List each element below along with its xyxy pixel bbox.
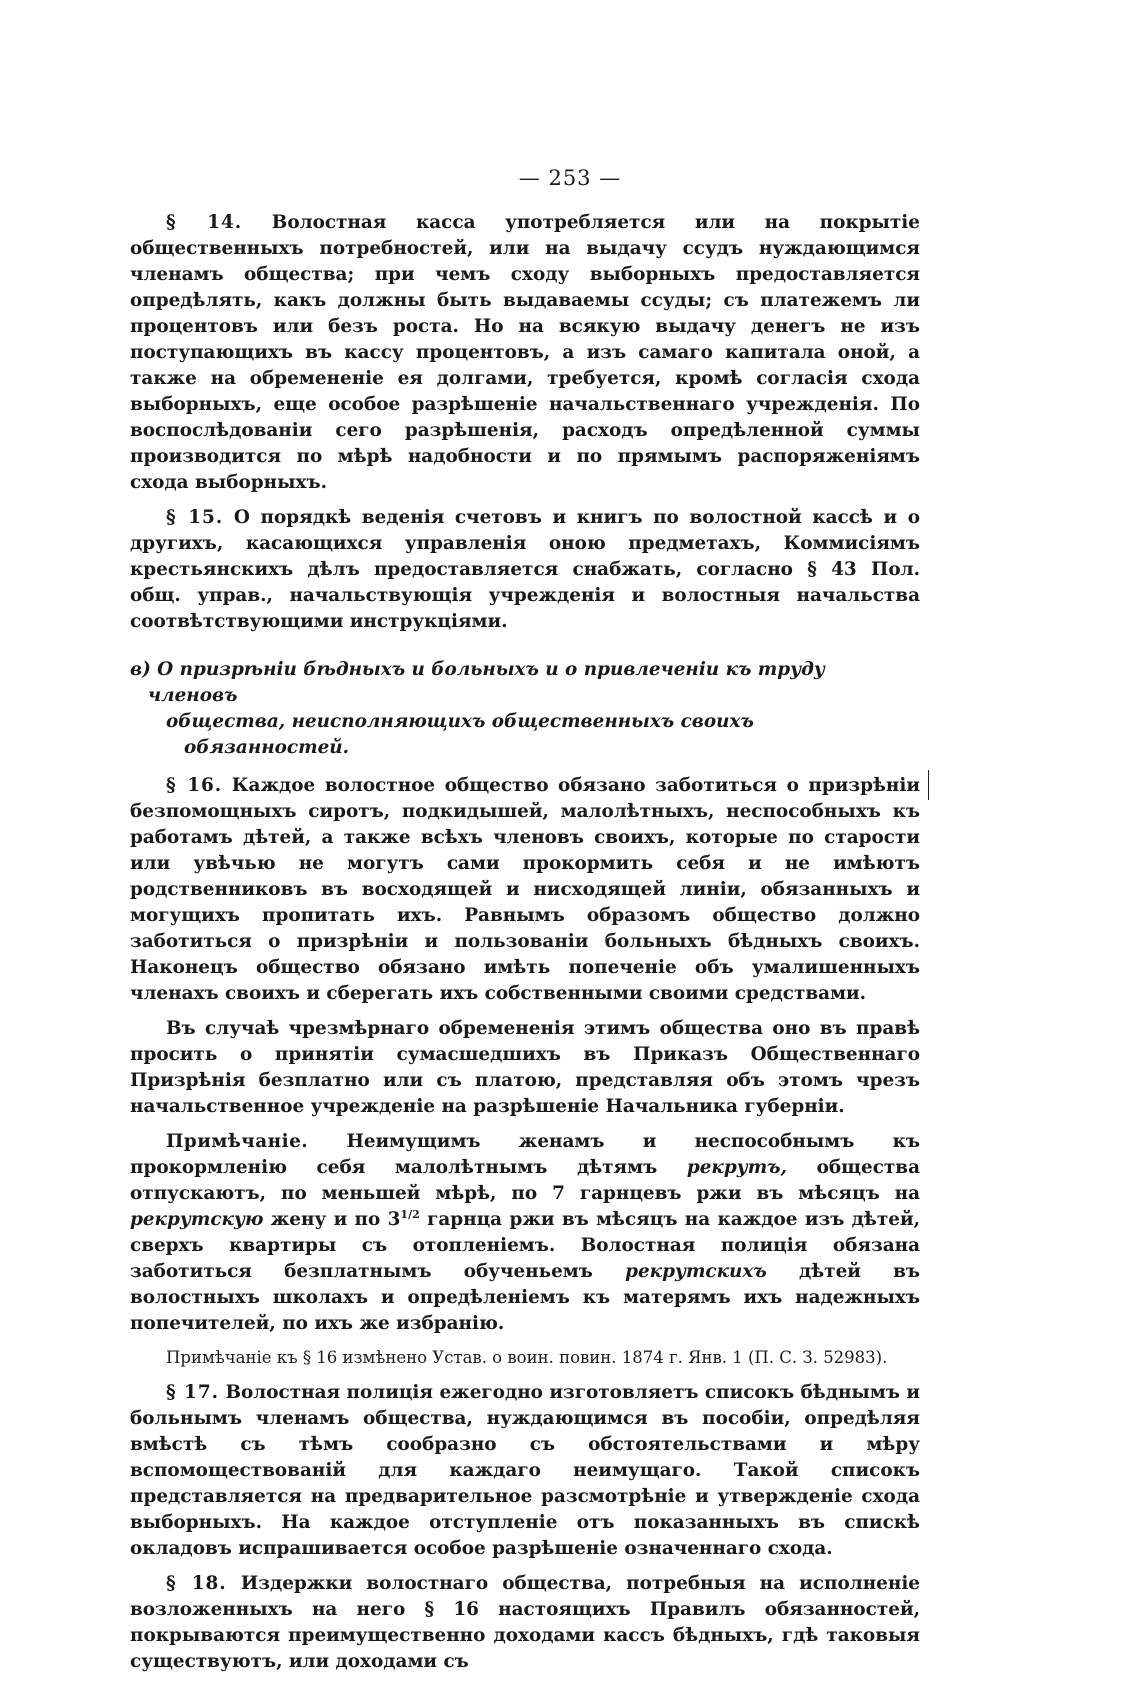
section-label: § 17. bbox=[166, 1382, 220, 1403]
heading-line-2: общества, неисполняющихъ общественныхъ своихъ обязанностей. bbox=[166, 711, 754, 758]
note-text-e: дѣтей въ волостныхъ школахъ и опредѣленіемъ къ матерямъ ихъ надежныхъ попечителей, по ихъ же избранію. bbox=[130, 1261, 920, 1334]
section-label: § 14. bbox=[166, 212, 243, 233]
section-16 bbox=[130, 773, 920, 1007]
section-text: Въ случаѣ чрезмѣрнаго обремененія этимъ общества оно въ правѣ просить о принятіи сумасшедшихъ въ Приказъ Общественнаго Призрѣнія безплатно или съ платою, представляя объ этомъ чрезъ начальственное учрежденіе на разрѣшеніе Начальника губерніи. bbox=[130, 1018, 920, 1117]
note-italic-c: рекрутскихъ bbox=[625, 1261, 767, 1282]
main-text bbox=[130, 210, 920, 1684]
note-text-a: Неимущимъ женамъ и неспособнымъ къ прокормленію себя малолѣтнымъ дѣтямъ bbox=[130, 1131, 920, 1178]
section-label: § 15. bbox=[166, 507, 224, 528]
page-number: — 253 — bbox=[518, 166, 622, 190]
note-text-d: гарнца ржи въ мѣсяцъ на каждое изъ дѣтей, сверхъ квартиры съ отопленіемъ. Волостная полиція обязана заботиться безплатнымъ обученьемъ bbox=[130, 1209, 920, 1282]
note-italic-b: рекрутскую bbox=[130, 1209, 264, 1230]
amendment-note: Примѣчаніе къ § 16 измѣнено Устав. о воин. повин. 1874 г. Янв. 1 (П. С. З. 52983). bbox=[166, 1348, 888, 1367]
section-text: О порядкѣ веденія счетовъ и книгъ по волостной кассѣ и о другихъ, касающихся управленія оною предметахъ, Коммисіямъ крестьянскихъ дѣлъ предоставляется снабжать, согласно § 43 Пол. общ. управ., начальствующія учрежденія и волостныя начальства соотвѣтствующими инструкціями. bbox=[130, 507, 921, 632]
section-text: Каждое волостное общество обязано заботиться о призрѣніи безпомощныхъ сиротъ, подкидышей, малолѣтныхъ, неспособныхъ къ работамъ дѣтей, а также всѣхъ членовъ своихъ, которые по старости или увѣчью не могутъ сами прокормить себя и не имѣютъ родственниковъ въ восходящей и нисходящей линіи, обязанныхъ и могущихъ пропитать ихъ. Равнымъ образомъ общество должно заботиться о призрѣніи и пользованіи больныхъ бѣдныхъ своихъ. Наконецъ общество обязано имѣть попеченіе объ умалишенныхъ членахъ своихъ и сберегать ихъ собственными своими средствами. bbox=[130, 775, 921, 1004]
section-text: Волостная касса употребляется или на покрытіе общественныхъ потребностей, или на выдачу ссудъ нуждающимся членамъ общества; при чемъ сходу выборныхъ предоставляется опредѣлять, какъ должны быть выдаваемы ссуды; съ платежемъ ли процентовъ или безъ роста. Но на всякую выдачу денегъ не изъ поступающихъ въ кассу процентовъ, а изъ самаго капитала оной, а также на обремененіе ея долгами, требуется, кромѣ согласія схода выборныхъ, еще особое разрѣшеніе начальственнаго учрежденія. По воспослѣдованіи сего разрѣшенія, расходъ опредѣленной суммы производится по мѣрѣ надобности и по прямымъ распоряженіямъ схода выборныхъ. bbox=[130, 212, 920, 493]
section-18 bbox=[130, 1571, 920, 1675]
section-text: Волостная полиція ежегодно изготовляетъ списокъ бѣднымъ и больнымъ членамъ общества, нуждающимся въ пособіи, опредѣляя вмѣстѣ съ тѣмъ сообразно съ обстоятельствами и мѣру вспомоществованій для каждаго неимущаго. Такой списокъ представляется на предварительное разсмотрѣніе и утвержденіе схода выборныхъ. На каждое отступленіе отъ показанныхъ въ спискѣ окладовъ испрашивается особое разрѣшеніе означеннаго схода. bbox=[130, 1382, 920, 1559]
section-text: Издержки волостнаго общества, потребныя на исполненіе возложенныхъ на него § 16 настоящихъ Правилъ обязанностей, покрываются преимущественно доходами кассъ бѣдныхъ, гдѣ таковыя существуютъ, или доходами съ bbox=[130, 1573, 921, 1672]
note-title: Примѣчаніе. bbox=[166, 1131, 309, 1152]
section-label: § 16. bbox=[166, 775, 223, 796]
note-fraction: 1/2 bbox=[400, 1207, 420, 1221]
section-17 bbox=[130, 1380, 920, 1562]
note-paragraph bbox=[130, 1129, 920, 1337]
section-14 bbox=[130, 210, 920, 496]
margin-mark bbox=[928, 770, 929, 800]
note-italic-a: рекрутъ, bbox=[686, 1157, 787, 1178]
section-15 bbox=[130, 505, 920, 635]
heading-line-1: в) О призрѣніи бѣдныхъ и больныхъ и о привлеченіи къ труду членовъ bbox=[130, 659, 825, 706]
note-text-c: жену и по 3 bbox=[270, 1209, 401, 1230]
note-text-b: общества отпускаютъ, по меньшей мѣрѣ, по 7 гарнцевъ ржи въ мѣсяцъ на bbox=[130, 1157, 920, 1204]
section-label: § 18. bbox=[166, 1573, 227, 1594]
chapter-heading bbox=[130, 657, 920, 761]
section-16-continuation bbox=[130, 1016, 920, 1120]
